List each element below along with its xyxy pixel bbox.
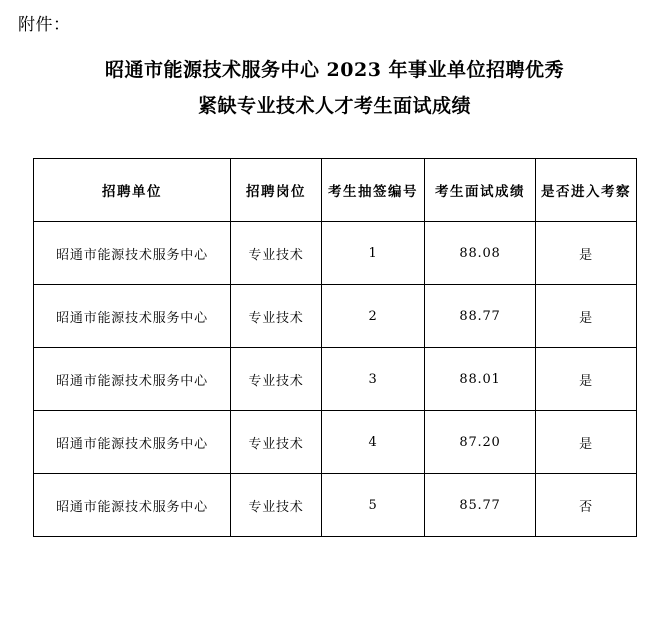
cell-interview-score: 88.01 — [425, 348, 536, 411]
cell-position: 专业技术 — [231, 285, 322, 348]
cell-advance-status: 是 — [536, 222, 637, 285]
cell-unit: 昭通市能源技术服务中心 — [34, 474, 231, 537]
table-row — [34, 411, 637, 474]
cell-advance-status: 是 — [536, 348, 637, 411]
cell-advance-status: 否 — [536, 474, 637, 537]
cell-unit: 昭通市能源技术服务中心 — [34, 285, 231, 348]
page-title-line-2: 紧缺专业技术人才考生面试成绩 — [197, 95, 471, 117]
cell-interview-score: 85.77 — [425, 474, 536, 537]
cell-advance-status: 是 — [536, 411, 637, 474]
cell-interview-score: 87.20 — [425, 411, 536, 474]
cell-unit: 昭通市能源技术服务中心 — [34, 411, 231, 474]
table-row — [34, 348, 637, 411]
cell-unit: 昭通市能源技术服务中心 — [34, 348, 231, 411]
attachment-label: 附件： — [18, 15, 71, 35]
page-title — [34, 52, 635, 124]
table-row — [34, 285, 637, 348]
cell-draw-number: 4 — [322, 411, 425, 474]
page-title-line-1: 昭通市能源技术服务中心 2023 年事业单位招聘优秀 — [104, 59, 565, 81]
cell-position: 专业技术 — [231, 348, 322, 411]
cell-unit: 昭通市能源技术服务中心 — [34, 222, 231, 285]
column-header-unit: 招聘单位 — [34, 159, 231, 222]
cell-draw-number: 5 — [322, 474, 425, 537]
cell-advance-status: 是 — [536, 285, 637, 348]
cell-draw-number: 1 — [322, 222, 425, 285]
cell-position: 专业技术 — [231, 411, 322, 474]
cell-position: 专业技术 — [231, 474, 322, 537]
column-header-interview-score: 考生面试成绩 — [425, 159, 536, 222]
cell-interview-score: 88.08 — [425, 222, 536, 285]
table-row — [34, 222, 637, 285]
cell-draw-number: 3 — [322, 348, 425, 411]
column-header-advance-status: 是否进入考察 — [536, 159, 637, 222]
cell-position: 专业技术 — [231, 222, 322, 285]
cell-interview-score: 88.77 — [425, 285, 536, 348]
table-row — [34, 474, 637, 537]
table-header-row — [34, 159, 637, 222]
column-header-draw-number: 考生抽签编号 — [322, 159, 425, 222]
column-header-position: 招聘岗位 — [231, 159, 322, 222]
interview-scores-table — [33, 158, 637, 537]
cell-draw-number: 2 — [322, 285, 425, 348]
